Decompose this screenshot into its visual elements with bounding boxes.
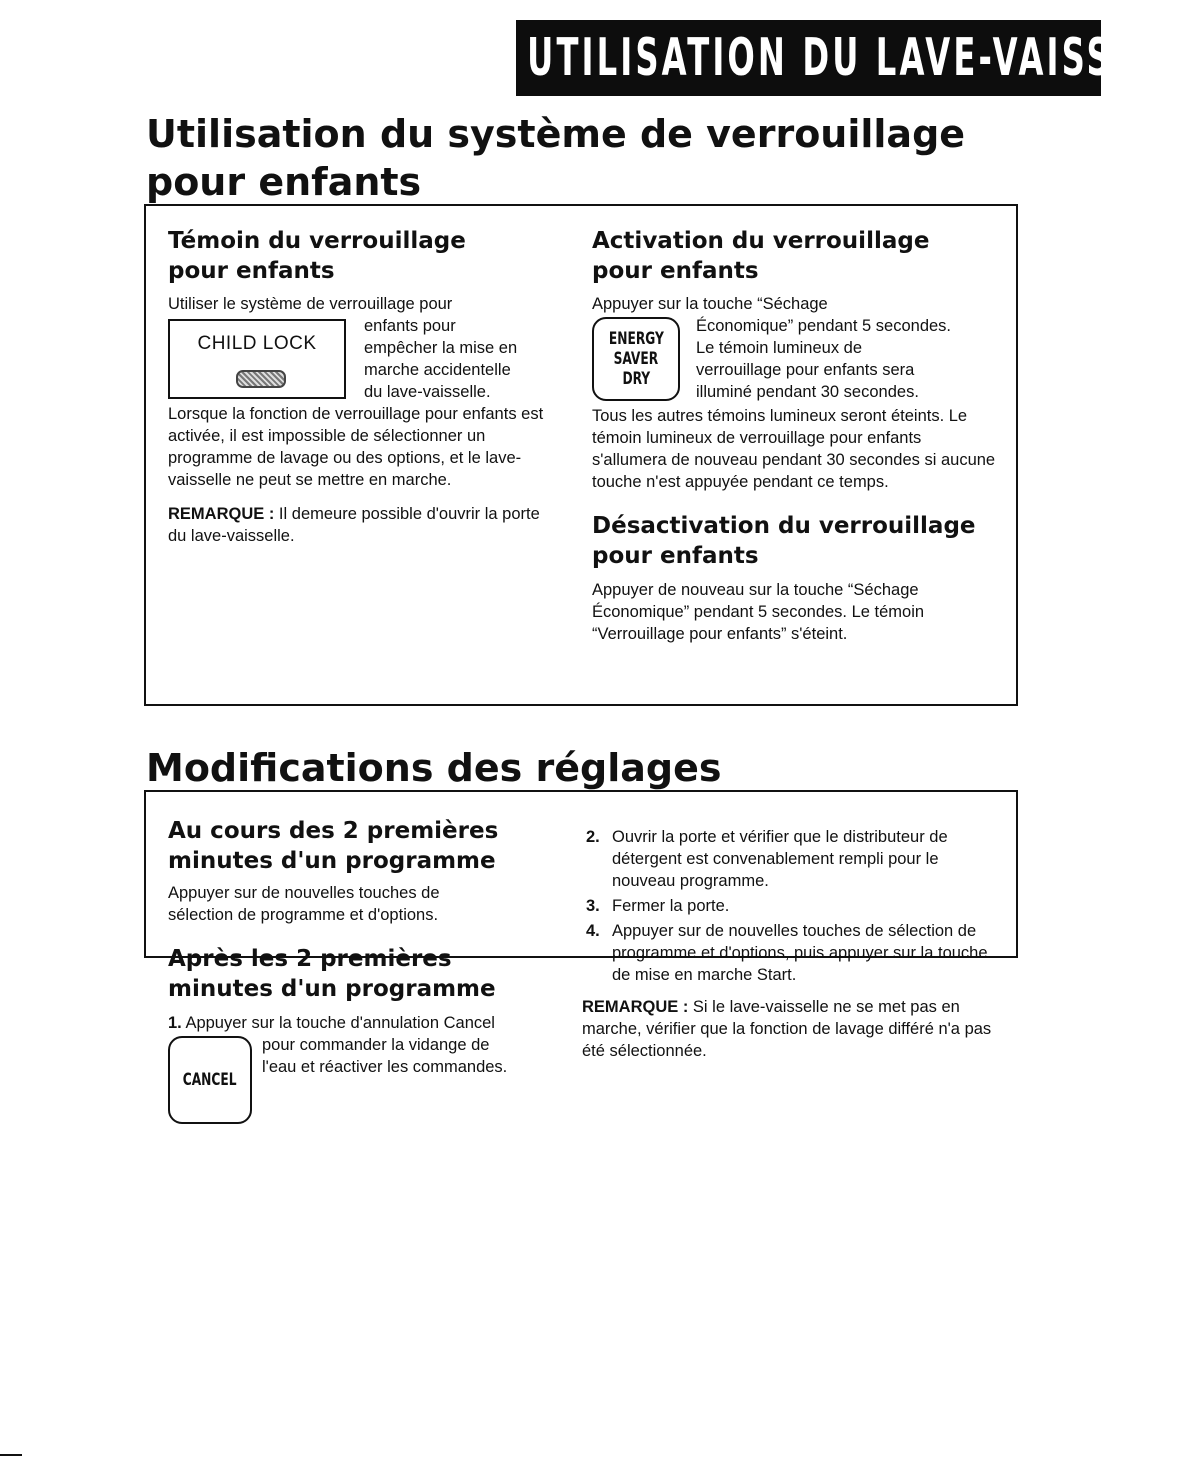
child-lock-note [168,503,552,547]
child-lock-panel [168,319,346,399]
intro-wrap-line: marche accidentelle [364,361,511,379]
after-two-minutes-heading: Après les 2 premières minutes d'un programme [168,946,496,1002]
child-lock-indicator-heading: Témoin du verrouillage pour enfants [168,228,466,284]
cancel-button-icon: CANCEL [168,1036,252,1124]
section2-title: Modifications des réglages [146,746,722,790]
program-change-left-column [168,816,563,1126]
step-item: 4. Appuyer sur de nouvelles touches de sélection de programme et d'options, puis appuyer sur la touche de mise en marche Start. [586,922,988,984]
step-1-line: 1. Appuyer sur la touche d'annulation Cancel [168,1014,495,1032]
section1-box [144,204,1018,706]
step-1-wrap-line: pour commander la vidange de [262,1036,490,1054]
page-corner-rule [0,1454,22,1456]
note-text: Il demeure possible d'ouvrir la porte du lave-vaisselle. [168,505,540,545]
child-lock-label: CHILD LOCK [197,333,317,354]
child-lock-activation-column [592,226,1007,645]
activation-wrap-line: Économique” pendant 5 secondes. [696,317,952,335]
section-banner [516,20,1185,96]
banner-text: UTILISATION DU LAVE-VAISSELL [527,28,1185,88]
child-lock-indicator-column [168,226,558,547]
energy-saver-dry-button-icon: ENERGY SAVER DRY [592,317,680,401]
deactivation-heading: Désactivation du verrouillage pour enfants [592,513,976,569]
step-number: 1. [168,1014,182,1032]
note-label: REMARQUE : [168,505,275,523]
step-1-wrap-line: l'eau et réactiver les commandes. [262,1058,508,1076]
child-lock-intro: Utiliser le système de verrouillage pour [168,295,453,313]
child-lock-led-icon [236,370,286,388]
step-item: 2. Ouvrir la porte et vérifier que le distributeur de détergent est convenablement rempli pour le nouveau programme. [586,828,948,890]
activation-intro: Appuyer sur la touche “Séchage [592,295,828,313]
note-text: Si le lave-vaisselle ne se met pas en marche, vérifier que la fonction de lavage différé n'a pas été sélectionnée. [582,998,992,1060]
section1-title: Utilisation du système de verrouillage pour enfants [146,112,966,204]
child-lock-body: Lorsque la fonction de verrouillage pour enfants est activée, il est impossible de sélectionner un programme de lavage ou des options, et le lave-vaisselle ne peut se mettre en marche. [168,405,544,489]
program-change-note [582,996,992,1062]
program-change-right-column [582,826,1000,1062]
deactivation-body: Appuyer de nouveau sur la touche “Séchage Économique” pendant 5 secondes. Le témoin “Verrouillage pour enfants” s'éteint. [592,581,925,643]
activation-wrap-line: verrouillage pour enfants sera [696,361,915,379]
note-label: REMARQUE : [582,998,689,1016]
intro-wrap-line: empêcher la mise en [364,339,518,357]
step-item: 3. Fermer la porte. [586,897,730,915]
section2-box-body [144,796,1018,1090]
activation-heading: Activation du verrouillage pour enfants [592,228,930,284]
first-two-minutes-text: Appuyer sur de nouvelles touches de sélection de programme et d'options. [168,884,440,924]
activation-wrap-line: illuminé pendant 30 secondes. [696,383,919,401]
activation-wrap-line: Le témoin lumineux de [696,339,863,357]
intro-wrap-line: enfants pour [364,317,456,335]
program-change-steps [582,826,1000,986]
activation-body: Tous les autres témoins lumineux seront éteints. Le témoin lumineux de verrouillage pour enfants s'allumera de nouveau pendant 30 secondes si aucune touche n'est appuyée pendant ce temps. [592,407,996,491]
intro-wrap-line: du lave-vaisselle. [364,383,491,401]
first-two-minutes-heading: Au cours des 2 premières minutes d'un programme [168,818,499,874]
